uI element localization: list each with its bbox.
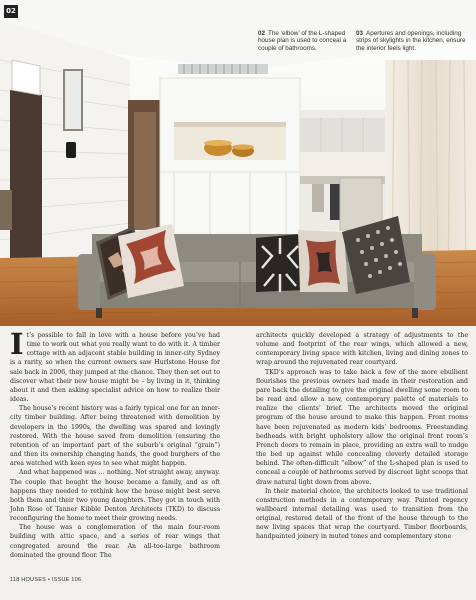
article-column-right (256, 331, 468, 542)
article-column-left (10, 327, 220, 560)
article-paragraph: And what happened was … nothing. Not straight away, anyway. The couple that bought the house became a family, and as oft happens they needed to rethink how the house might best serve both them and their two young daughters. They got in touch with John Rose of Tanner Kibble Denton Architects (TKD) to discuss reconfiguring the home to meet their growing needs. (10, 469, 220, 523)
caption-number: 03 (356, 30, 364, 37)
caption-03 (356, 30, 468, 52)
article-paragraph: The house was a conglomeration of the main four-room building with attic space, and a series of rear wings that congregated around the rear. An all-too-large bathroom dominated the ground floor. The (10, 524, 220, 559)
drop-cap: I (10, 327, 24, 361)
caption-02 (258, 30, 350, 52)
page-footer: 118 HOUSES • ISSUE 106 (10, 577, 82, 583)
caption-number: 02 (258, 30, 266, 37)
article-paragraph: In their material choice, the architects looked to use traditional construction methods in a contemporary way. Painted regency wallboard internal detailing was used to transition from the original, restored detail of the front of the house through to the new living spaces that wrap the courtyard. Timber floorboards, handpainted joinery in muted tones and complementary stone (256, 487, 468, 541)
caption-text: The ‘elbow’ of the L-shaped house plan is used to conceal a couple of bathrooms. (258, 30, 347, 52)
article-paragraph: architects quickly developed a strategy of adjustments to the volume and footprint of the rear wings, which allowed a new, contemporary living space with kitchen, living and dining zones to wrap around the rejuvenated rear courtyard. (256, 332, 468, 367)
caption-text: Apertures and openings, including strips of skylights in the kitchen, ensure the interior feels light. (356, 30, 466, 52)
page-tag: 02 (4, 5, 18, 18)
article-paragraph (10, 327, 220, 404)
article-paragraph: TKD’s approach was to take back a few of the more ebullient flourishes the previous owners had made in their restoration and pare back the detailing to give the original dwelling some room to be read and allow a new, contemporary palette of materials to realize the clients’ brief. The architects moved the original program of the house around to make this happen. Front rooms have been rejuvenated as modern kids’ bedrooms. Freestanding bedheads with bright upholstery allow the original front room’s French doors to remain in place, providing an extra wall to nudge the bed up against while concealing cleverly detailed storage behind. The often-difficult “elbow” of the L-shaped plan is used to conceal a couple of bathrooms served by discreet light scoops that draw natural light down from above. (256, 368, 468, 486)
article-paragraph: The house’s recent history was a fairly typical one for an inner-city timber building. After being threatened with demolition by developers in the 1990s, the dwelling was spared and lovingly restored. With the house saved from demolition (ensuring the retention of an important part of the suburb’s original “grain”) and then its ownership changing hands, the good burghers of the area watched with keen eyes to see what might happen. (10, 405, 220, 468)
paragraph-text: t’s possible to fall in love with a house before you’ve had time to work out what you really want to do with it. A timber cottage with an adjacent stable building in inner-city Sydney is a rarity, so when the current owners saw Hurlstone House for sale back in 2006, they jumped at the chance. They then set out to discover what their new house might be – by living in it, thinking about it and then asking specialist advice on how to realize their ideas. (10, 332, 220, 404)
